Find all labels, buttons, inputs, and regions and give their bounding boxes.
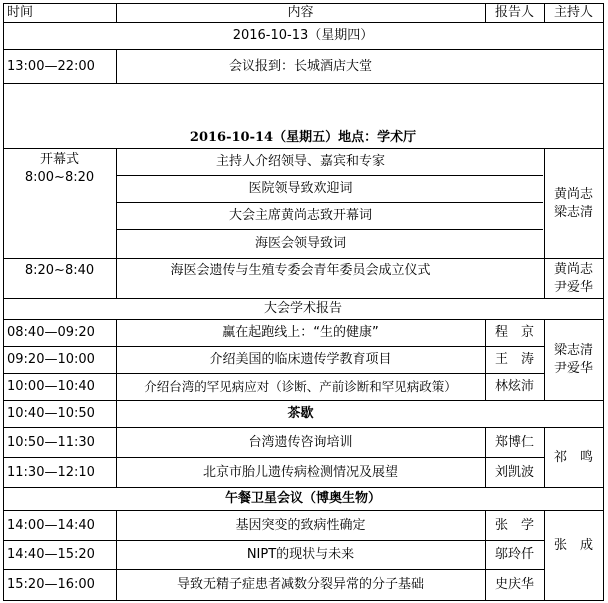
report-time: 10:00—10:40 [7, 379, 95, 394]
report-topic: 导致无精子症患者减数分裂异常的分子基础 [176, 577, 424, 592]
report-speaker: 郑博仁 [494, 434, 534, 450]
day2-title: 2016-10-14（星期五）地点：学术厅 [189, 129, 417, 145]
report-speaker: 史庆华 [494, 577, 534, 592]
report-time: 15:20—16:00 [7, 577, 95, 592]
tea-break: 茶歇 [287, 406, 314, 421]
opening-time: 8:00~8:20 [24, 170, 95, 185]
host-name: 梁志清 [553, 204, 593, 220]
report-topic: 北京市胎儿遗传病检测情况及展望 [202, 464, 398, 480]
report-time: 14:00—14:40 [7, 517, 95, 533]
committee-content: 海医会遗传与生殖专委会青年委员会成立仪式 [170, 263, 431, 278]
opening-item: 医院领导致欢迎词 [248, 181, 353, 196]
opening-item: 大会主席黄尚志致开幕词 [228, 208, 372, 223]
schedule-table [3, 3, 604, 601]
opening-hosts [544, 149, 603, 258]
committee-time: 8:20~8:40 [24, 263, 95, 278]
report-topic: 基因突变的致病性确定 [235, 517, 366, 533]
host-name: 尹爱华 [553, 279, 593, 295]
table-border-right [603, 3, 604, 601]
report-topic: 台湾遗传咨询培训 [248, 434, 353, 450]
report-time: 14:40—15:20 [7, 547, 95, 562]
host-name: 黄尚志 [553, 261, 593, 277]
report-time: 11:30—12:10 [7, 464, 95, 480]
host-name: 梁志清 [553, 343, 593, 358]
report-topic: NIPT的现状与未来 [246, 547, 355, 562]
host-name: 黄尚志 [553, 186, 593, 202]
opening-item: 主持人介绍领导、嘉宾和专家 [215, 154, 385, 169]
report-topic: 介绍台湾的罕见病应对（诊断、产前诊断和罕见病政策） [144, 379, 457, 394]
reports3-host: 张 成 [553, 538, 593, 553]
report-topic: 介绍美国的临床遗传学教育项目 [209, 352, 392, 367]
day1-date: 2016-10-13（星期四） [232, 28, 374, 43]
opening-name: 开幕式 [39, 152, 79, 167]
host-name: 尹爱华 [553, 361, 593, 376]
report-time: 08:40—09:20 [7, 325, 95, 340]
reports2-host: 祁 鸣 [553, 449, 593, 465]
report-speaker: 程 京 [494, 325, 534, 340]
report-speaker: 邬玲仟 [494, 547, 534, 562]
report-speaker: 刘凯波 [494, 464, 534, 480]
lunch-session: 午餐卫星会议（博奥生物） [224, 491, 381, 506]
opening-item: 海医会领导致词 [254, 236, 346, 251]
header-reporter: 报告人 [494, 4, 534, 20]
table-border-bottom [3, 600, 604, 601]
report-time: 10:50—11:30 [7, 434, 95, 450]
row-divider [3, 83, 604, 84]
day1-time: 13:00—22:00 [7, 58, 95, 74]
report-speaker: 王 涛 [494, 352, 534, 367]
header-host: 主持人 [553, 4, 593, 20]
header-time: 时间 [7, 4, 34, 20]
report-speaker: 张 学 [494, 517, 534, 533]
header-content: 内容 [287, 4, 314, 20]
report-topic: 赢在起跑线上：“生的健康” [222, 325, 379, 340]
tea-time: 10:40—10:50 [7, 406, 95, 421]
reports1-hosts [544, 320, 603, 400]
opening-label [3, 149, 116, 195]
report-section-title: 大会学术报告 [263, 301, 342, 316]
committee-hosts [544, 259, 603, 298]
day1-content: 会议报到：长城酒店大堂 [228, 58, 372, 74]
report-time: 09:20—10:00 [7, 352, 95, 367]
report-speaker: 林炫沛 [494, 379, 534, 394]
